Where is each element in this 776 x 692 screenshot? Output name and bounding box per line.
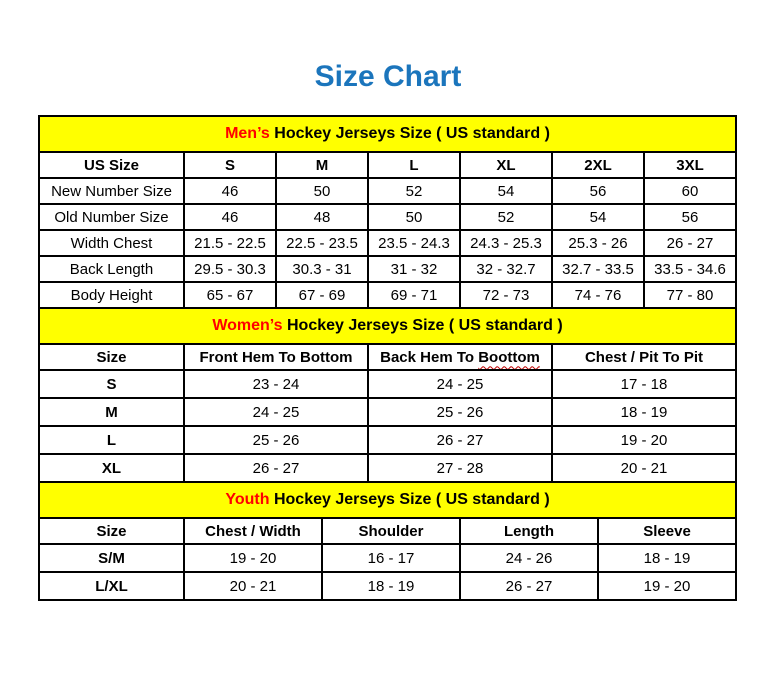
size-value: 16 - 17	[322, 544, 460, 572]
size-value: 22.5 - 23.5	[276, 230, 368, 256]
size-value: 23.5 - 24.3	[368, 230, 460, 256]
column-header: Length	[460, 518, 598, 544]
size-value: 32 - 32.7	[460, 256, 552, 282]
row-label: M	[39, 398, 184, 426]
table-row	[39, 204, 736, 230]
column-header: Chest / Width	[184, 518, 322, 544]
page-title: Size Chart	[314, 60, 462, 93]
column-header: Size	[39, 344, 184, 370]
row-label: L/XL	[39, 572, 184, 600]
size-value: 19 - 20	[598, 572, 736, 600]
size-value: 50	[276, 178, 368, 204]
table-row	[39, 454, 736, 482]
size-value: 27 - 28	[368, 454, 552, 482]
size-value: 54	[460, 178, 552, 204]
size-value: 31 - 32	[368, 256, 460, 282]
size-value: 17 - 18	[552, 370, 736, 398]
column-header: US Size	[39, 152, 184, 178]
size-value: 54	[552, 204, 644, 230]
table-row	[39, 282, 736, 308]
column-header: Chest / Pit To Pit	[552, 344, 736, 370]
womens-word: Women’s	[212, 317, 283, 334]
youth-section-title	[39, 482, 736, 518]
size-value: 32.7 - 33.5	[552, 256, 644, 282]
womens-size-table	[38, 307, 737, 483]
size-value: 20 - 21	[552, 454, 736, 482]
size-value: 24.3 - 25.3	[460, 230, 552, 256]
size-value: 48	[276, 204, 368, 230]
row-label: XL	[39, 454, 184, 482]
size-value: 25 - 26	[368, 398, 552, 426]
size-value: 72 - 73	[460, 282, 552, 308]
size-value: 21.5 - 22.5	[184, 230, 276, 256]
column-header: M	[276, 152, 368, 178]
row-label: Back Length	[39, 256, 184, 282]
size-value: 23 - 24	[184, 370, 368, 398]
header-text: Back Hem To	[380, 348, 475, 366]
mens-header-row	[39, 152, 736, 178]
size-value: 50	[368, 204, 460, 230]
table-row	[39, 398, 736, 426]
size-value: 74 - 76	[552, 282, 644, 308]
column-header: 3XL	[644, 152, 736, 178]
mens-band-rest: Hockey Jerseys Size ( US standard )	[274, 125, 550, 142]
mens-section-band	[39, 116, 736, 152]
size-value: 26 - 27	[460, 572, 598, 600]
column-header: Size	[39, 518, 184, 544]
row-label: New Number Size	[39, 178, 184, 204]
size-value: 56	[644, 204, 736, 230]
row-label: S	[39, 370, 184, 398]
size-value: 24 - 25	[184, 398, 368, 426]
youth-band-rest: Hockey Jerseys Size ( US standard )	[273, 491, 550, 508]
row-label: L	[39, 426, 184, 454]
youth-header-row	[39, 518, 736, 544]
size-value: 19 - 20	[184, 544, 322, 572]
table-row	[39, 178, 736, 204]
column-header: S	[184, 152, 276, 178]
mens-section-title	[39, 116, 736, 152]
size-value: 20 - 21	[184, 572, 322, 600]
size-value: 18 - 19	[598, 544, 736, 572]
column-header: Shoulder	[322, 518, 460, 544]
youth-size-table	[38, 481, 737, 601]
size-value: 29.5 - 30.3	[184, 256, 276, 282]
size-value: 26 - 27	[644, 230, 736, 256]
size-value: 24 - 26	[460, 544, 598, 572]
table-row	[39, 572, 736, 600]
column-header: 2XL	[552, 152, 644, 178]
size-value: 46	[184, 204, 276, 230]
womens-section-title	[39, 308, 736, 344]
size-value: 24 - 25	[368, 370, 552, 398]
size-value: 26 - 27	[184, 454, 368, 482]
size-value: 26 - 27	[368, 426, 552, 454]
table-row	[39, 370, 736, 398]
row-label: S/M	[39, 544, 184, 572]
mens-size-table	[38, 115, 737, 309]
size-value: 52	[368, 178, 460, 204]
womens-header-row	[39, 344, 736, 370]
column-header: XL	[460, 152, 552, 178]
size-value: 67 - 69	[276, 282, 368, 308]
row-label: Body Height	[39, 282, 184, 308]
mens-word: Men’s	[225, 125, 270, 142]
size-tables-container	[38, 115, 735, 601]
size-value: 56	[552, 178, 644, 204]
table-row	[39, 544, 736, 572]
table-row	[39, 256, 736, 282]
size-value: 65 - 67	[184, 282, 276, 308]
size-value: 18 - 19	[552, 398, 736, 426]
column-header: Sleeve	[598, 518, 736, 544]
table-row	[39, 426, 736, 454]
size-value: 30.3 - 31	[276, 256, 368, 282]
column-header: Front Hem To Bottom	[184, 344, 368, 370]
size-value: 52	[460, 204, 552, 230]
youth-section-band	[39, 482, 736, 518]
size-value: 77 - 80	[644, 282, 736, 308]
row-label: Old Number Size	[39, 204, 184, 230]
size-value: 25.3 - 26	[552, 230, 644, 256]
spellcheck-underline-word: Boottom	[478, 348, 540, 366]
youth-word: Youth	[225, 491, 270, 508]
size-value: 18 - 19	[322, 572, 460, 600]
size-value: 69 - 71	[368, 282, 460, 308]
size-value: 60	[644, 178, 736, 204]
column-header: L	[368, 152, 460, 178]
size-value: 19 - 20	[552, 426, 736, 454]
womens-band-rest: Hockey Jerseys Size ( US standard )	[287, 317, 563, 334]
row-label: Width Chest	[39, 230, 184, 256]
womens-section-band	[39, 308, 736, 344]
size-value: 46	[184, 178, 276, 204]
column-header-misspelled	[368, 344, 552, 370]
size-value: 33.5 - 34.6	[644, 256, 736, 282]
size-value: 25 - 26	[184, 426, 368, 454]
table-row	[39, 230, 736, 256]
